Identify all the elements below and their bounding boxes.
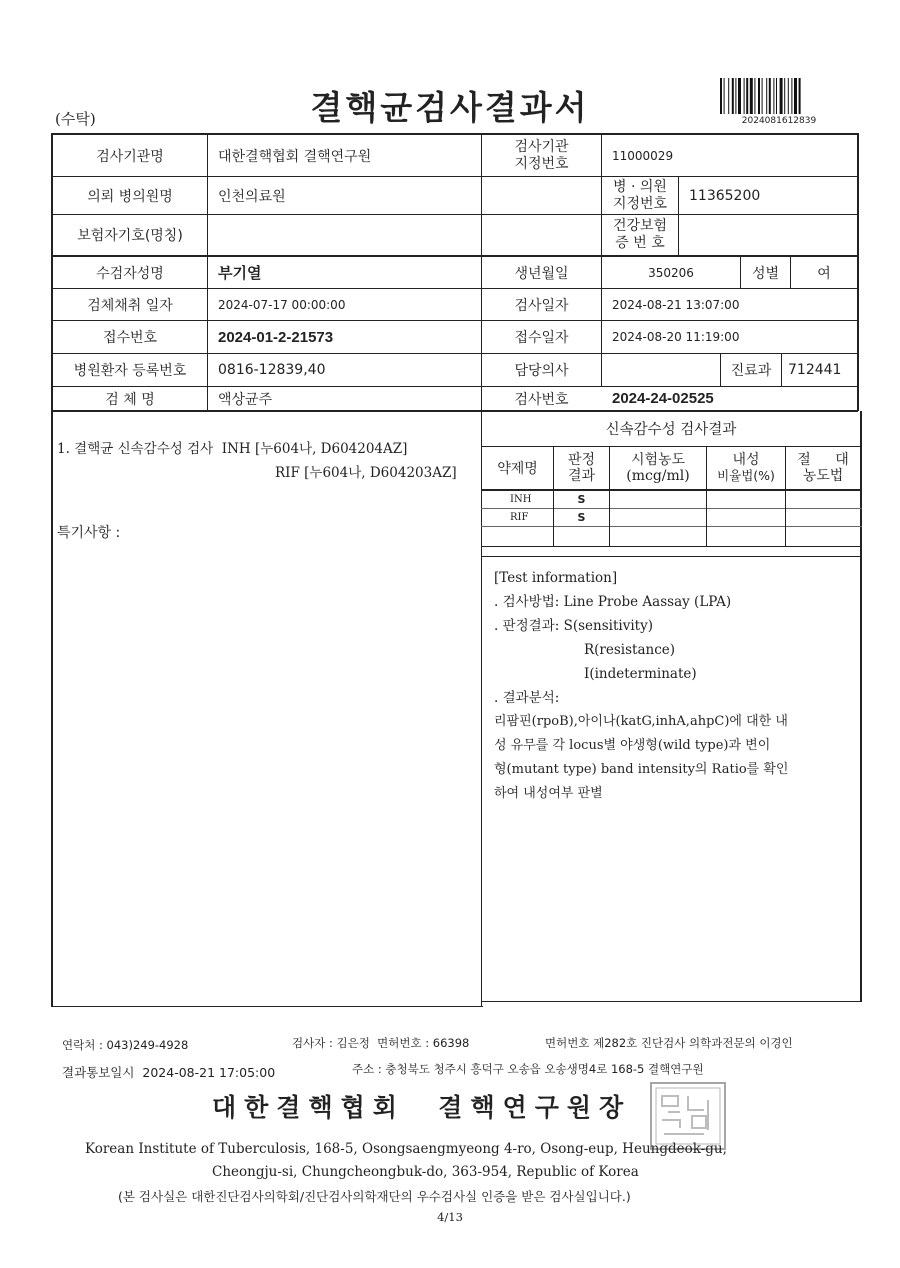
clinic-label: 의뢰 병의원명 [87,188,173,205]
col-conc-line2: (mcg/ml) [626,468,690,484]
col-ratio-line1: 내성 [732,452,760,468]
lab-name-label: 검사기관명 [96,148,164,165]
examiner-info: 검사자 : 김은정 면허번호 : 66398 [292,1036,470,1050]
result-row-judge: S [577,493,586,506]
insurer-label: 보험자기호(명칭) [77,228,183,244]
birth-label: 생년월일 [514,265,569,282]
test-info-method: . 검사방법: Line Probe Aassay (LPA) [494,594,732,610]
clinic-code: 11365200 [689,187,761,204]
col-judge-line1: 판정 [567,452,596,468]
test-info-analysis-line: 형(mutant type) band intensity의 Ratio를 확인 [494,762,789,777]
clinic-code-label [602,177,678,214]
clinic-code-label-line2: 지정번호 [612,195,668,212]
lab-code-label [482,135,601,176]
sex-value: 여 [817,265,831,282]
certification-note: (본 검사실은 대한진단검사의학회/진단검사의학재단의 우수검사실 인증을 받은 검사실입니다.) [118,1189,631,1204]
test-info-judge: . 판정결과: S(sensitivity) [494,618,653,634]
notify-datetime: 결과통보일시 2024-08-21 17:05:00 [62,1065,276,1080]
issuer-signature: 대한결핵협회 결핵연구원장 [212,1093,632,1122]
col-ratio-header [707,447,785,489]
test-no: 2024-24-02525 [612,390,714,407]
test-date: 2024-08-21 13:07:00 [612,297,740,312]
col-ratio-line2: 비율법(%) [717,468,775,483]
test-date-label: 검사일자 [514,297,569,314]
test-information [494,566,854,806]
col-judge-header [554,447,609,489]
test-info-analysis-line: 리팜핀(rpoB),아이나(katG,inhA,ahpC)에 대한 내 [494,714,788,729]
english-address-line2: Cheongju-si, Chungcheongbuk-do, 363-954, Republic of Korea [212,1164,639,1180]
col-judge-line2: 결과 [567,468,596,484]
insurance-no-label-line1: 건강보험 [612,218,668,234]
document-tag: (수탁) [55,110,96,128]
patient-name: 부기열 [218,265,262,282]
lab-address: 주소 : 충청북도 청주시 흥덕구 오송읍 오송생명4로 168-5 결핵연구원 [352,1062,704,1076]
insurance-no [679,215,859,255]
col-conc-header [610,447,706,489]
specimen-name: 액상균주 [218,391,273,408]
receipt-date-label: 접수일자 [514,330,569,346]
insurance-no-label [602,215,678,255]
test-info-analysis-line: 하여 내성여부 판별 [494,786,603,801]
page-number: 4/13 [437,1210,463,1224]
insurer-value [208,215,598,255]
col-abs-header [786,447,860,489]
col-abs-line2: 농도법 [802,468,844,484]
test-info-judge-r: R(resistance) [584,642,676,658]
result-row-drug: INH [510,494,532,505]
dept-label: 진료과 [730,363,772,379]
hospital-reg-no: 0816-12839,40 [218,362,326,378]
test-no-label: 검사번호 [514,391,569,408]
barcode-number: 2024081612839 [741,116,817,126]
lab-code: 11000029 [612,148,674,163]
physician-license: 면허번호 제282호 진단검사 의학과전문의 이경인 [545,1036,793,1050]
doctor-label: 담당의사 [514,363,569,379]
col-conc-line1: 시험농도 [630,452,686,468]
receipt-no: 2024-01-2-21573 [218,328,334,346]
contact-phone: 연락처 : 043)249-4928 [62,1038,189,1052]
barcode-icon [718,76,840,116]
barcode [718,76,840,116]
lab-name: 대한결핵협회 결핵연구원 [218,148,372,165]
clinic-name: 인천의료원 [218,188,286,205]
receipt-no-label: 접수번호 [102,330,158,346]
insurance-no-label-line2: 증 번 호 [615,235,665,251]
dept-value: 712441 [788,362,842,378]
birth-date: 350206 [648,265,694,280]
rapid-results-title: 신속감수성 검사결과 [605,422,737,438]
remarks-label: 특기사항 : [57,525,121,541]
result-row-judge: S [577,511,586,524]
patient-name-label: 수검자성명 [96,265,164,282]
col-drug-header: 약제명 [497,461,538,477]
test-info-heading: [Test information] [494,570,618,586]
english-address-line1: Korean Institute of Tuberculosis, 168-5, Osongsaengmyeong 4-ro, Osong-eup, Heungdeok-gu, [85,1141,727,1157]
collect-date-label: 검체채취 일자 [87,297,173,314]
collect-date: 2024-07-17 00:00:00 [218,297,346,312]
test-item-rif: RIF [누604나, D604203AZ] [275,465,457,481]
test-info-analysis-line: 성 유무를 각 locus별 야생형(wild type)과 변이 [494,738,771,753]
doctor-name [602,354,730,386]
test-info-analysis-label: . 결과분석: [494,690,560,706]
lab-code-label-line1: 검사기관 [514,138,569,155]
lab-code-label-line2: 지정번호 [514,155,569,172]
receipt-date: 2024-08-20 11:19:00 [612,330,740,344]
clinic-code-label-line1: 병 · 의원 [613,178,667,195]
test-item-inh: 1. 결핵균 신속감수성 검사 INH [누604나, D604204AZ] [57,441,408,457]
test-info-judge-i: I(indeterminate) [584,666,697,682]
sex-label: 성별 [751,265,780,282]
hospital-reg-label: 병원환자 등록번호 [73,363,187,379]
col-abs-line1: 절 대 [797,452,849,468]
result-row-drug: RIF [510,512,529,523]
document-title: 결핵균검사결과서 [310,88,590,127]
specimen-label: 검 체 명 [105,391,155,408]
